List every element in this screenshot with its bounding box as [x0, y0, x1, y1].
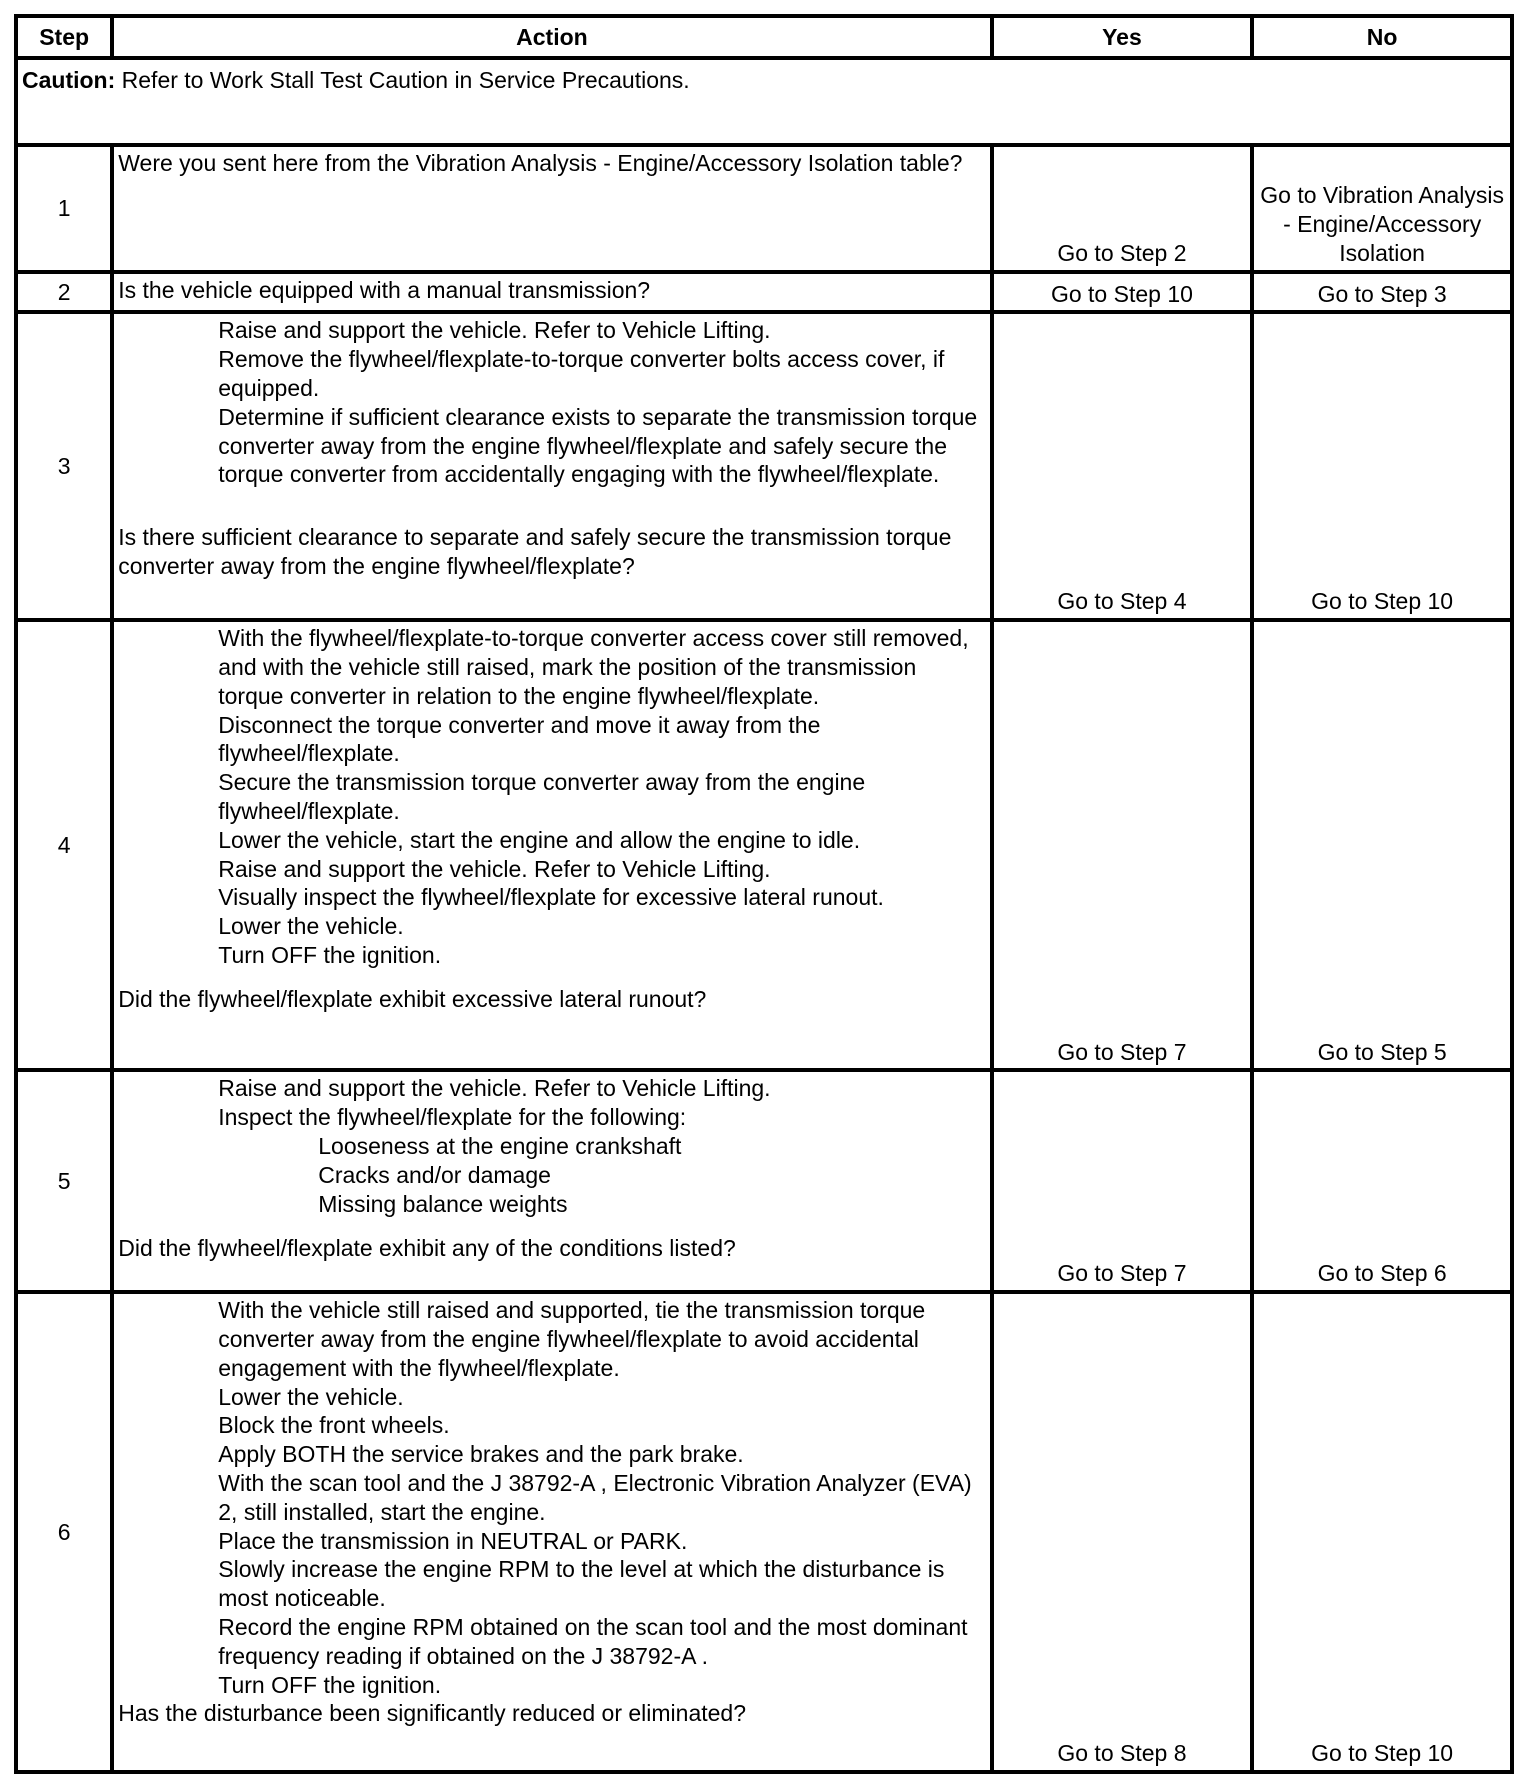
action-cell — [112, 312, 991, 620]
caution-text: Refer to Work Stall Test Caution in Service Precautions. — [121, 66, 690, 93]
action-item: Apply BOTH the service brakes and the park brake. — [218, 1441, 744, 1468]
action-item: Place the transmission in NEUTRAL or PARK. — [218, 1527, 688, 1554]
no-result: Go to Vibration Analysis - Engine/Accessory Isolation — [1252, 145, 1512, 272]
action-list — [118, 624, 985, 970]
action-list — [118, 316, 985, 489]
action-item: Determine if sufficient clearance exists to separate the transmission torque converter away from the engine flywheel/flexplate and safely secure the torque converter from accidentally engaging with the flywheel/flexplate. — [218, 403, 978, 488]
action-subitem: Missing balance weights — [318, 1190, 568, 1217]
step-number: 6 — [16, 1292, 112, 1772]
header-no: No — [1252, 16, 1512, 58]
header-action: Action — [112, 16, 991, 58]
step-row — [16, 312, 1512, 620]
header-yes: Yes — [992, 16, 1253, 58]
step-question: Were you sent here from the Vibration Analysis - Engine/Accessory Isolation table? — [118, 149, 963, 176]
step-number: 3 — [16, 312, 112, 620]
step-number: 1 — [16, 145, 112, 272]
diagnostic-table — [14, 14, 1514, 1774]
step-row — [16, 1070, 1512, 1292]
step-question: Did the flywheel/flexplate exhibit any of the conditions listed? — [118, 1234, 736, 1261]
action-item: Slowly increase the engine RPM to the level at which the disturbance is most noticeable. — [218, 1556, 945, 1612]
step-number: 2 — [16, 272, 112, 313]
action-item: Inspect the flywheel/flexplate for the following: — [218, 1104, 687, 1131]
action-cell — [112, 1070, 991, 1292]
action-subitem: Looseness at the engine crankshaft — [318, 1133, 682, 1160]
step-question: Did the flywheel/flexplate exhibit excessive lateral runout? — [118, 986, 707, 1013]
action-item: Record the engine RPM obtained on the scan tool and the most dominant frequency reading if obtained on the J 38792-A . — [218, 1614, 968, 1669]
yes-result: Go to Step 7 — [992, 620, 1253, 1070]
action-item: Lower the vehicle. — [218, 913, 404, 940]
yes-result: Go to Step 2 — [992, 145, 1253, 272]
no-result: Go to Step 10 — [1252, 312, 1512, 620]
action-item: Raise and support the vehicle. Refer to Vehicle Lifting. — [218, 855, 771, 882]
action-item: Disconnect the torque converter and move it away from the flywheel/flexplate. — [218, 711, 821, 767]
header-step: Step — [16, 16, 112, 58]
caution-row — [16, 58, 1512, 145]
no-result: Go to Step 6 — [1252, 1070, 1512, 1292]
action-item: Turn OFF the ignition. — [218, 941, 442, 968]
step-rows — [16, 145, 1512, 1772]
action-item: Raise and support the vehicle. Refer to Vehicle Lifting. — [218, 317, 771, 344]
step-number: 5 — [16, 1070, 112, 1292]
action-item: With the scan tool and the J 38792-A , Electronic Vibration Analyzer (EVA) 2, still installed, start the engine. — [218, 1470, 972, 1525]
action-cell — [112, 145, 991, 272]
step-row — [16, 1292, 1512, 1772]
action-item: Remove the flywheel/flexplate-to-torque converter bolts access cover, if equipped. — [218, 346, 945, 402]
yes-result: Go to Step 4 — [992, 312, 1253, 620]
action-item: Lower the vehicle. — [218, 1383, 404, 1410]
header-row — [16, 16, 1512, 58]
step-row — [16, 272, 1512, 313]
step-question: Is there sufficient clearance to separate and safely secure the transmission torque converter away from the engine flywheel/flexplate? — [118, 523, 952, 579]
action-item: Secure the transmission torque converter away from the engine flywheel/flexplate. — [218, 769, 866, 824]
action-item: Visually inspect the flywheel/flexplate for excessive lateral runout. — [218, 884, 884, 911]
action-item: Raise and support the vehicle. Refer to Vehicle Lifting. — [218, 1075, 771, 1102]
step-question: Is the vehicle equipped with a manual transmission? — [118, 276, 651, 303]
action-item: With the vehicle still raised and supported, tie the transmission torque converter away from the engine flywheel/flexplate to avoid accidental engagement with the flywheel/flexplate. — [218, 1297, 926, 1381]
no-result: Go to Step 3 — [1252, 272, 1512, 313]
step-question: Has the disturbance been significantly reduced or eliminated? — [118, 1700, 747, 1727]
action-item: Lower the vehicle, start the engine and allow the engine to idle. — [218, 826, 861, 853]
no-result: Go to Step 10 — [1252, 1292, 1512, 1772]
yes-result: Go to Step 7 — [992, 1070, 1253, 1292]
yes-result: Go to Step 10 — [992, 272, 1253, 313]
action-list — [118, 1296, 985, 1699]
action-cell — [112, 620, 991, 1070]
caution-label: Caution: — [22, 66, 116, 93]
step-row — [16, 620, 1512, 1070]
step-row — [16, 145, 1512, 272]
action-cell — [112, 272, 991, 313]
yes-result: Go to Step 8 — [992, 1292, 1253, 1772]
action-item: With the flywheel/flexplate-to-torque converter access cover still removed, and with the vehicle still raised, mark the position of the transmission torque converter in relation to the engine flywheel/flexplate. — [218, 625, 969, 709]
action-item: Turn OFF the ignition. — [218, 1671, 442, 1698]
action-list — [118, 1074, 985, 1218]
action-cell — [112, 1292, 991, 1772]
caution-cell — [16, 58, 1512, 145]
action-subitem: Cracks and/or damage — [318, 1161, 551, 1188]
action-item: Block the front wheels. — [218, 1412, 450, 1439]
no-result: Go to Step 5 — [1252, 620, 1512, 1070]
step-number: 4 — [16, 620, 112, 1070]
